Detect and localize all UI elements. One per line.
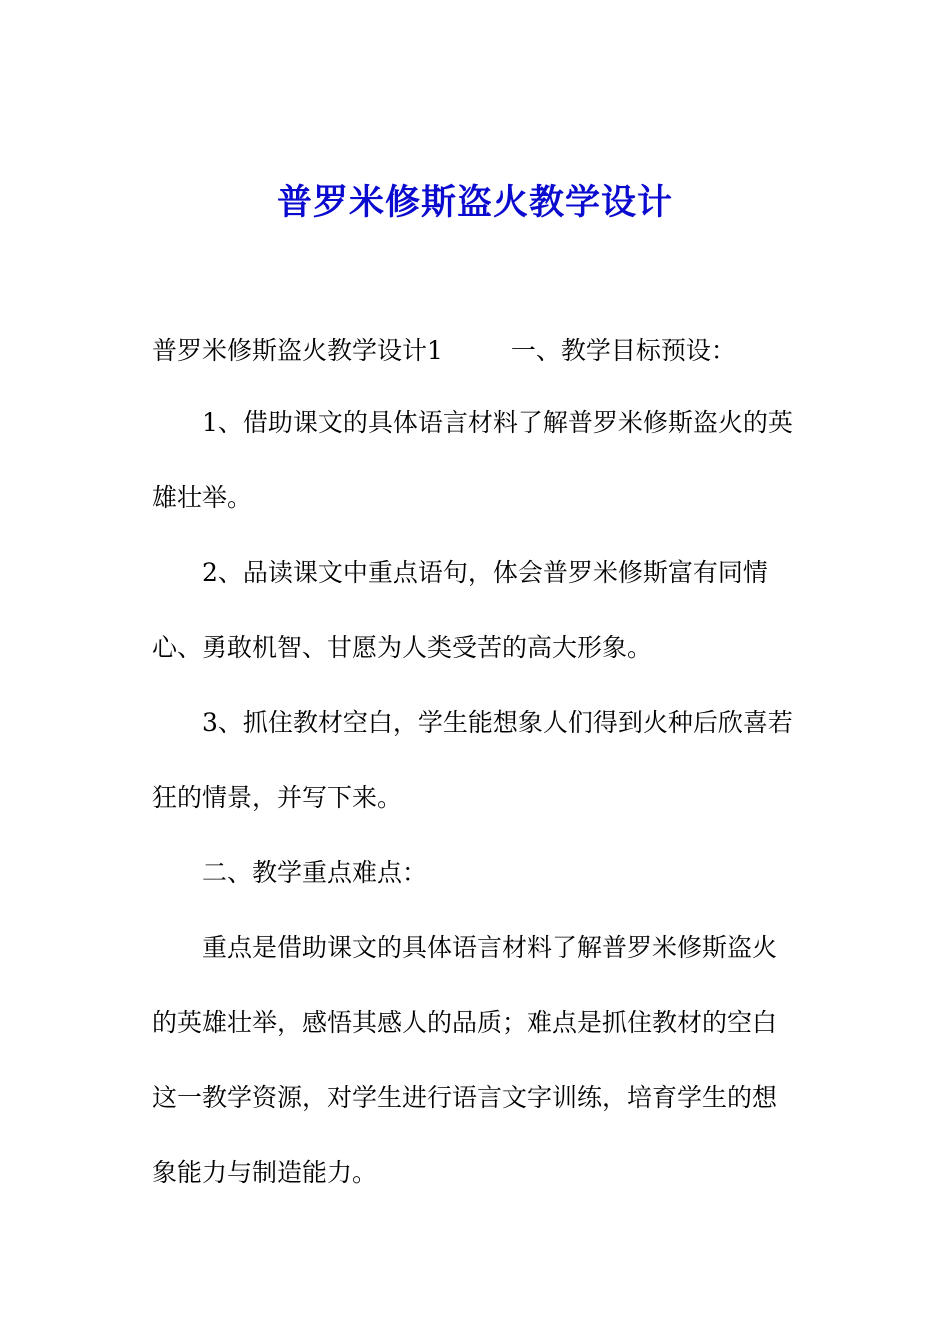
lesson-heading: 普罗米修斯盗火教学设计1 bbox=[152, 336, 443, 365]
document-title: 普罗米修斯盗火教学设计 bbox=[276, 182, 673, 223]
paragraph-line: 2、品读课文中重点语句，体会普罗米修斯富有同情 bbox=[202, 558, 768, 587]
paragraph-line: 3、抓住教材空白，学生能想象人们得到火种后欣喜若 bbox=[202, 708, 793, 737]
section-heading-key-points: 二、教学重点难点： bbox=[202, 858, 428, 887]
paragraph-line: 狂的情景，并写下来。 bbox=[152, 783, 403, 812]
paragraph-line: 重点是借助课文的具体语言材料了解普罗米修斯盗火 bbox=[202, 933, 778, 962]
paragraph-line: 心、勇敢机智、甘愿为人类受苦的高大形象。 bbox=[152, 633, 653, 662]
paragraph-line: 这一教学资源，对学生进行语言文字训练，培育学生的想 bbox=[152, 1083, 778, 1112]
section-heading-objectives: 一、教学目标预设： bbox=[510, 336, 736, 365]
heading-row bbox=[152, 334, 812, 368]
paragraph-line: 象能力与制造能力。 bbox=[152, 1158, 378, 1187]
paragraph-line: 雄壮举。 bbox=[152, 483, 253, 512]
paragraph-line: 的英雄壮举，感悟其感人的品质；难点是抓住教材的空白 bbox=[152, 1008, 778, 1037]
paragraph-line: 1、借助课文的具体语言材料了解普罗米修斯盗火的英 bbox=[202, 408, 793, 437]
